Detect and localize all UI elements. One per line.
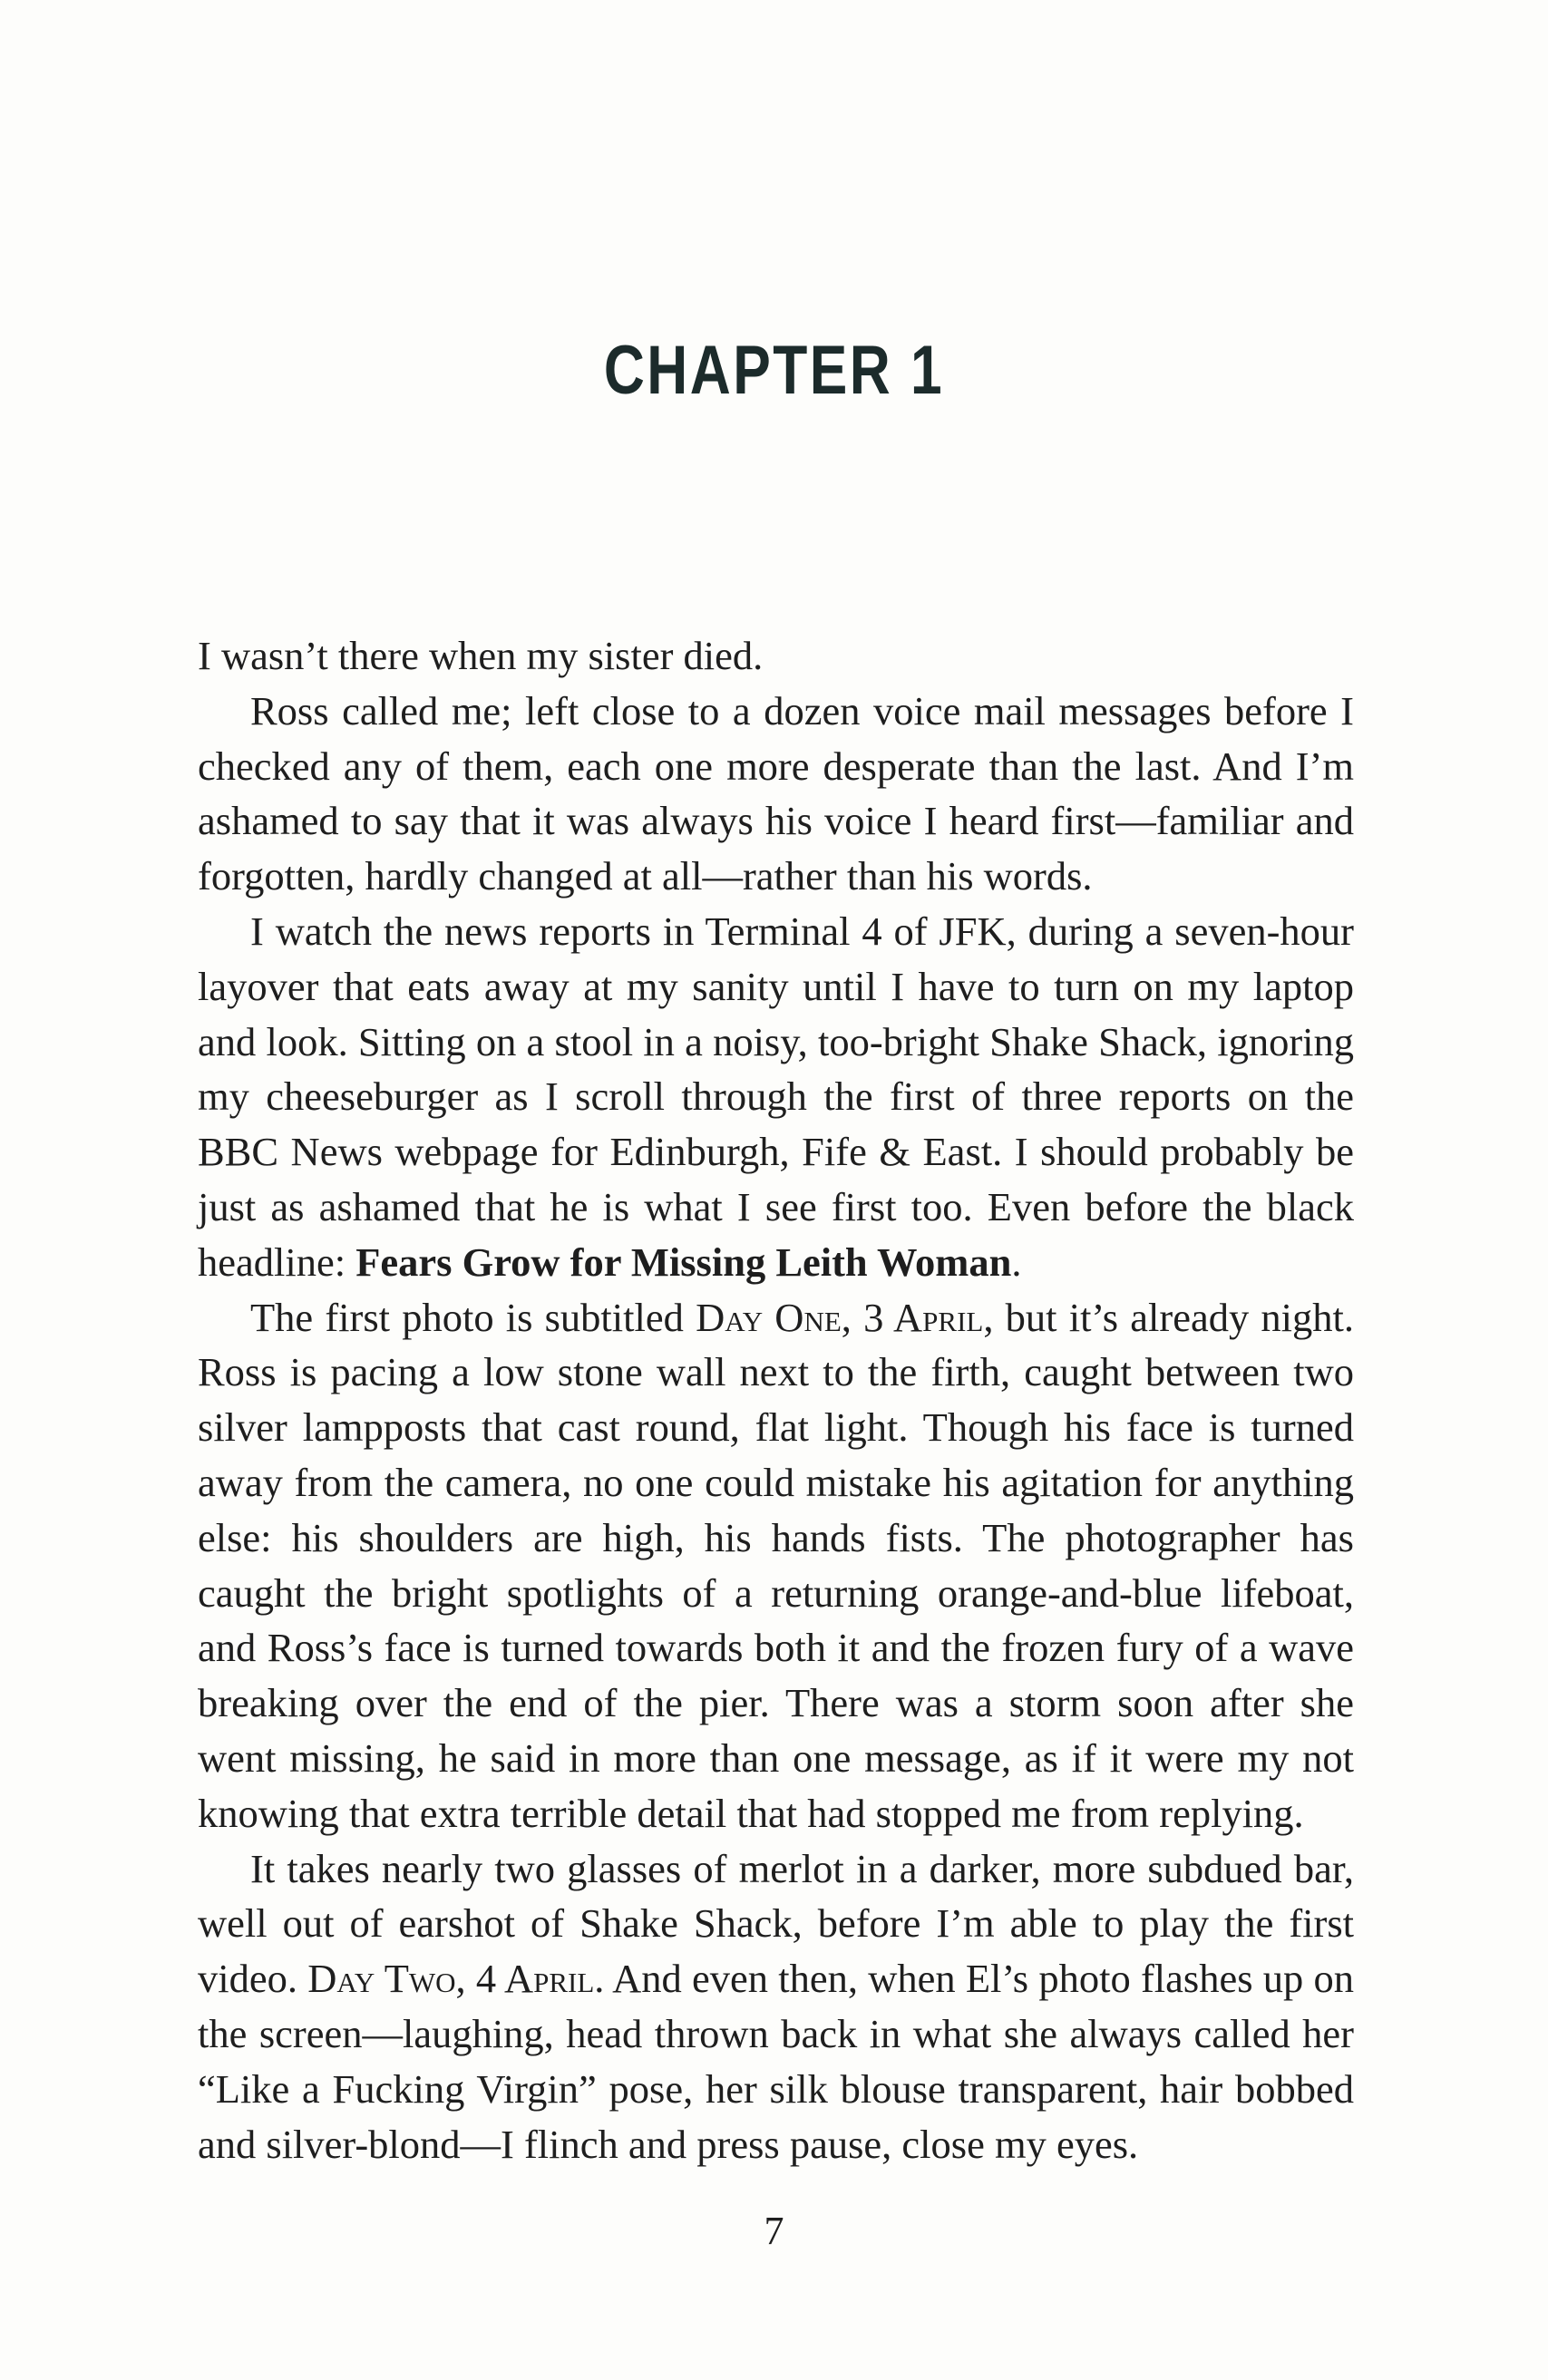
news-headline: Fears Grow for Missing Leith Woman xyxy=(355,1239,1012,1285)
paragraph-4-start: The first photo is subtitled xyxy=(250,1294,696,1340)
photo-date-label: Day One, 3 April xyxy=(696,1294,984,1340)
chapter-body xyxy=(198,628,1354,2171)
paragraph-3-end: . xyxy=(1011,1239,1022,1285)
paragraph-2: Ross called me; left close to a dozen voice mail messages before I checked any of them, each one more desperate than the last. And I’m ashamed to say that it was always his voice I heard first—familiar and forgotten, hardly changed at all—rather than his words. xyxy=(198,687,1354,899)
paragraph-4 xyxy=(198,1290,1354,1841)
paragraph-5-start: It takes nearly two glasses of merlot in a darker, more subdued bar, well out of earshot of Shake Shack, before I’m able to play the first video. xyxy=(198,1845,1354,2002)
video-date-label: Day Two, 4 April xyxy=(307,1956,595,2002)
chapter-title: CHAPTER 1 xyxy=(603,332,945,409)
paragraph-1: I wasn’t there when my sister died. xyxy=(198,633,764,678)
page-number: 7 xyxy=(764,2209,784,2253)
paragraph-5-text: . And even then, when El’s photo flashes up on the screen—laughing, head thrown back in what she always called her “Like a Fucking Virgin” pose, her silk blouse transparent, hair bobbed and silver-blond—I flinch and press pause, close my eyes. xyxy=(198,1956,1354,2167)
paragraph-3-text: I watch the news reports in Terminal 4 of JFK, during a seven-hour layover that eats away at my sanity until I have to turn on my laptop and look. Sitting on a stool in a noisy, too-bright Shake Shack, ignoring my cheeseburger as I scroll through the first of three reports on the BBC News webpage for Edinburgh, Fife & East. I should probably be just as ashamed that he is what I see first too. Even before the black headline: xyxy=(198,908,1354,1285)
paragraph-4-text: , but it’s already night. Ross is pacing a low stone wall next to the firth, caught between two silver lampposts that cast round, flat light. Though his face is turned away from the camera, no one could mistake his agitation for anything else: his shoulders are high, his hands fists. The photographer has caught the bright spotlights of a returning orange-and-blue lifeboat, and Ross’s face is turned towards both it and the frozen fury of a wave breaking over the end of the pier. There was a storm soon after she went missing, he said in more than one message, as if it were my not knowing that extra terrible detail that had stopped me from replying. xyxy=(198,1294,1354,1836)
paragraph-5 xyxy=(198,1841,1354,2172)
paragraph-3 xyxy=(198,904,1354,1290)
